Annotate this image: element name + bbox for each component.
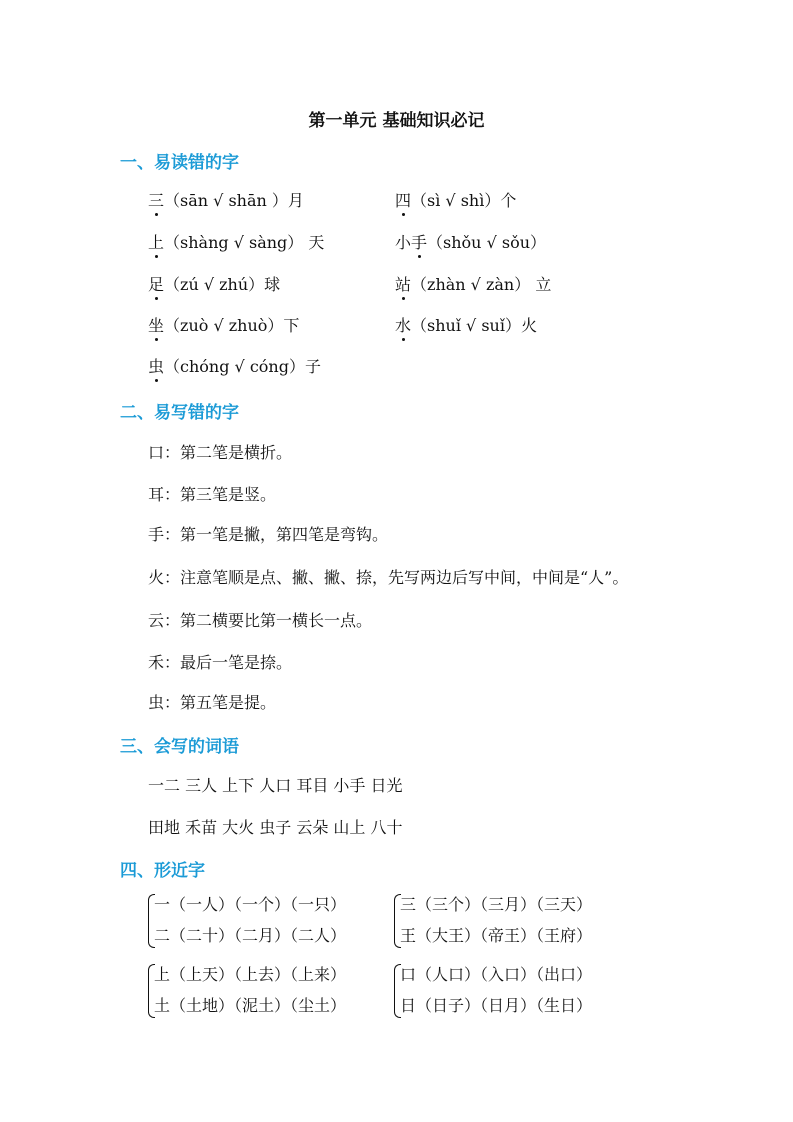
writing-note: 火：注意笔顺是点、撇、撇、捺，先写两边后写中间，中间是“人”。 xyxy=(148,568,629,587)
section-heading-2: 二、易写错的字 xyxy=(120,403,239,423)
dotted-char: 手 xyxy=(411,230,427,253)
dotted-char: 足 xyxy=(148,272,164,295)
pinyin-item: 小手（shǒu √ sǒu） xyxy=(395,230,546,253)
dotted-char: 三 xyxy=(148,188,164,211)
section-heading-3: 三、会写的词语 xyxy=(120,737,239,757)
group-row: 王（大王）（帝王）（王府） xyxy=(400,926,593,945)
writing-note: 云：第二横要比第一横长一点。 xyxy=(148,611,373,630)
pinyin-item: 坐（zuò √ zhuò）下 xyxy=(148,313,299,336)
group-row: 上（上天）（上去）（上来） xyxy=(154,965,347,984)
pinyin-item: 水（shuǐ √ suǐ）火 xyxy=(395,313,537,336)
dotted-char: 上 xyxy=(148,230,164,253)
group-row: 日（日子）（日月）（生日） xyxy=(400,996,593,1015)
writing-note: 手：第一笔是撇，第四笔是弯钩。 xyxy=(148,525,389,544)
group-row: 口（人口）（入口）（出口） xyxy=(400,965,593,984)
dotted-char: 四 xyxy=(395,188,411,211)
pinyin-item: 三（sān √ shān ）月 xyxy=(148,188,304,211)
writing-note: 耳：第三笔是竖。 xyxy=(148,485,277,504)
writing-note: 虫：第五笔是提。 xyxy=(148,693,277,712)
pinyin-item: 站（zhàn √ zàn） 立 xyxy=(395,272,551,295)
group-row: 一（一人）（一个）（一只） xyxy=(154,895,347,914)
page-title: 第一单元 基础知识必记 xyxy=(308,111,485,131)
word-list: 一二 三人 上下 人口 耳目 小手 日光 xyxy=(148,776,403,795)
pinyin-item: 虫（chóng √ cóng）子 xyxy=(148,354,321,377)
dotted-char: 虫 xyxy=(148,354,164,377)
group-row: 土（土地）（泥土）（尘土） xyxy=(154,996,347,1015)
section-heading-4: 四、形近字 xyxy=(120,861,205,881)
section-heading-1: 一、易读错的字 xyxy=(120,153,239,173)
writing-note: 禾：最后一笔是捺。 xyxy=(148,653,293,672)
pinyin-item: 上（shàng √ sàng） 天 xyxy=(148,230,324,253)
pinyin-item: 四（sì √ shì）个 xyxy=(395,188,516,211)
pinyin-item: 足（zú √ zhú）球 xyxy=(148,272,280,295)
word-list: 田地 禾苗 大火 虫子 云朵 山上 八十 xyxy=(148,818,403,837)
group-row: 三（三个）（三月）（三天） xyxy=(400,895,593,914)
dotted-char: 坐 xyxy=(148,313,164,336)
writing-note: 口：第二笔是横折。 xyxy=(148,443,293,462)
group-row: 二（二十）（二月）（二人） xyxy=(154,926,347,945)
dotted-char: 水 xyxy=(395,313,411,336)
dotted-char: 站 xyxy=(395,272,411,295)
